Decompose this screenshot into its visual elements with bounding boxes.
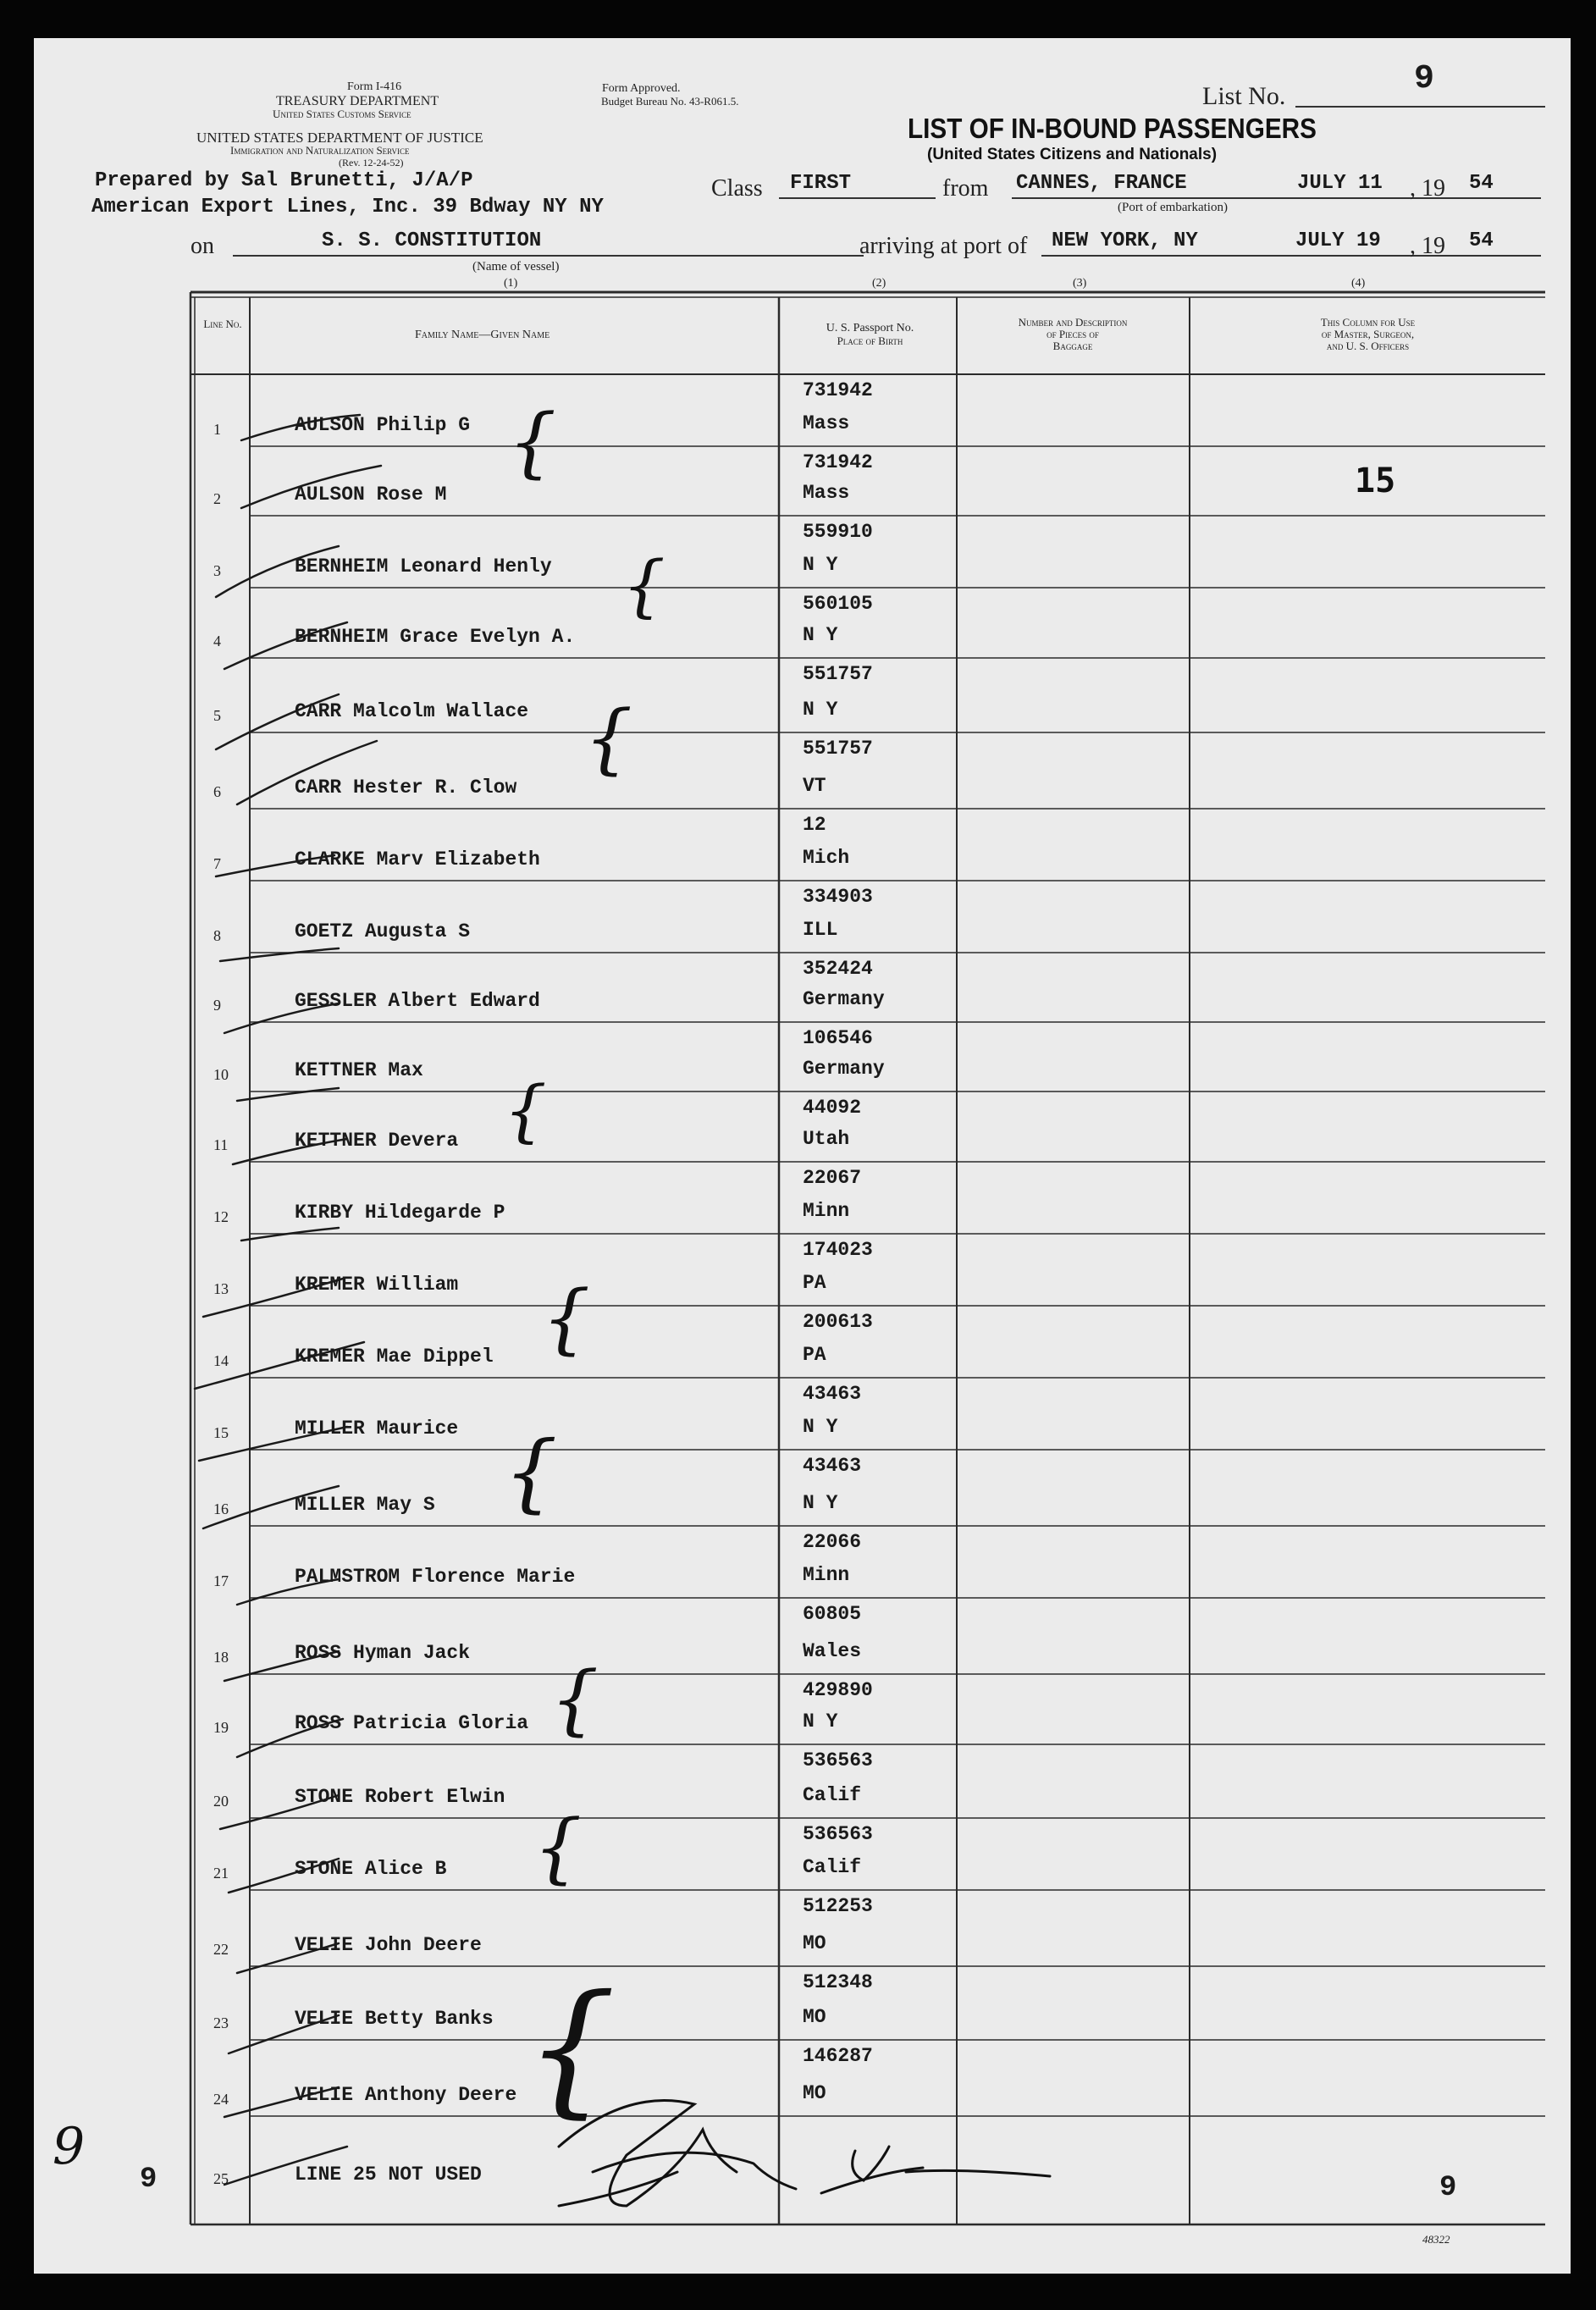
passenger-name: ROSS Patricia Gloria <box>295 1712 529 1734</box>
passport-number: 512348 <box>803 1971 873 1993</box>
row-line-number: 9 <box>213 997 221 1014</box>
row-line-number: 8 <box>213 927 221 944</box>
row-line-number: 25 <box>213 2170 229 2187</box>
passenger-name: VELIE John Deere <box>295 1934 482 1956</box>
header-officers-1: This Column for Use <box>1320 316 1416 329</box>
passport-number: 536563 <box>803 1823 873 1845</box>
passport-number: 43463 <box>803 1383 862 1405</box>
passport-number: 551757 <box>803 738 873 760</box>
year-prefix-1: , 19 <box>1410 175 1445 202</box>
passenger-name: AULSON Rose M <box>295 484 447 506</box>
header-baggage-2: of Pieces of <box>1047 328 1099 340</box>
arriving-label: arriving at port of <box>859 233 1028 259</box>
passenger-name: AULSON Philip G <box>295 414 471 436</box>
passenger-name: VELIE Anthony Deere <box>295 2084 517 2106</box>
passport-number: 12 <box>803 814 826 836</box>
passenger-name: KETTNER Devera <box>295 1130 459 1152</box>
vessel-name: S. S. CONSTITUTION <box>322 229 542 252</box>
customs-label: United States Customs Service <box>273 108 411 120</box>
row-line-number: 16 <box>213 1500 229 1517</box>
company-line: American Export Lines, Inc. 39 Bdway NY NY <box>91 196 604 218</box>
passenger-name: KETTNER Max <box>295 1059 423 1081</box>
immigration-label: Immigration and Naturalization Service <box>230 144 410 157</box>
place-of-birth: ILL <box>803 919 838 941</box>
row-line-number: 23 <box>213 2014 229 2031</box>
passport-number: 44092 <box>803 1097 862 1119</box>
arrival-year: 54 <box>1469 229 1494 252</box>
vessel-caption: (Name of vessel) <box>472 260 560 274</box>
row-line-number: 24 <box>213 2091 229 2108</box>
on-label: on <box>191 233 214 259</box>
row-line-number: 15 <box>213 1424 229 1441</box>
passport-number: 352424 <box>803 958 873 980</box>
family-bracket: { <box>533 1804 583 1893</box>
year-prefix-2: , 19 <box>1410 233 1445 259</box>
row-line-number: 14 <box>213 1352 229 1369</box>
row-line-number: 1 <box>213 421 221 438</box>
row-line-number: 6 <box>213 783 221 800</box>
prepared-by: Prepared by Sal Brunetti, J/A/P <box>95 169 473 192</box>
passenger-name: MILLER Maurice <box>295 1418 459 1440</box>
place-of-birth: Calif <box>803 1784 862 1806</box>
form-number: Form I-416 <box>347 80 402 93</box>
column-number-4: (4) <box>1351 277 1366 290</box>
passenger-name: STONE Robert Elwin <box>295 1786 505 1808</box>
passport-number: 43463 <box>803 1455 862 1477</box>
place-of-birth: N Y <box>803 554 838 576</box>
budget-bureau: Budget Bureau No. 43-R061.5. <box>601 95 739 108</box>
arrival-port: NEW YORK, NY <box>1052 229 1198 252</box>
margin-stamp: 9 <box>140 2164 157 2196</box>
column-number-2: (2) <box>872 277 886 290</box>
family-bracket: { <box>504 1423 558 1522</box>
passport-number: 334903 <box>803 886 873 908</box>
from-value: CANNES, FRANCE <box>1016 172 1187 195</box>
header-officers-2: of Master, Surgeon, <box>1321 328 1415 340</box>
row-line-number: 13 <box>213 1280 229 1297</box>
header-birthplace: Place of Birth <box>837 334 903 347</box>
column-number-1: (1) <box>504 277 518 290</box>
place-of-birth: MO <box>803 2006 826 2028</box>
place-of-birth: VT <box>803 775 826 797</box>
passenger-name: CLARKE Marv Elizabeth <box>295 848 540 870</box>
justice-label: UNITED STATES DEPARTMENT OF JUSTICE <box>196 130 483 146</box>
arrival-date: JULY 19 <box>1295 229 1381 252</box>
passport-number: 429890 <box>803 1679 873 1701</box>
passport-number: 200613 <box>803 1311 873 1333</box>
row-line-number: 18 <box>213 1649 229 1666</box>
passport-number: 559910 <box>803 521 873 543</box>
place-of-birth: Wales <box>803 1640 862 1662</box>
check-marks <box>34 38 1571 2274</box>
from-label: from <box>942 175 989 202</box>
passport-number: 22067 <box>803 1167 862 1189</box>
row-line-number: 19 <box>213 1719 229 1736</box>
place-of-birth: MO <box>803 1932 826 1954</box>
passenger-name: PALMSTROM Florence Marie <box>295 1566 576 1588</box>
header-family-name: Family Name—Given Name <box>415 329 550 341</box>
place-of-birth: N Y <box>803 1710 838 1732</box>
place-of-birth: Calif <box>803 1856 862 1878</box>
departure-year: 54 <box>1469 172 1494 195</box>
revision-label: (Rev. 12-24-52) <box>339 157 404 169</box>
treasury-label: TREASURY DEPARTMENT <box>276 94 439 108</box>
passport-number: 536563 <box>803 1749 873 1771</box>
place-of-birth: Minn <box>803 1564 850 1586</box>
row-line-number: 10 <box>213 1066 229 1083</box>
place-of-birth: Mich <box>803 847 850 869</box>
place-of-birth: Mass <box>803 412 850 434</box>
footer-code: 48322 <box>1422 2233 1450 2246</box>
column-number-3: (3) <box>1073 277 1087 290</box>
row-line-number: 5 <box>213 707 221 724</box>
passport-number: 146287 <box>803 2045 873 2067</box>
passport-number: 731942 <box>803 451 873 473</box>
header-line-no: Line No. <box>203 318 242 330</box>
passenger-name: GESSLER Albert Edward <box>295 990 540 1012</box>
passport-number: 512253 <box>803 1895 873 1917</box>
passport-number: 174023 <box>803 1239 873 1261</box>
page-stamp: 9 <box>1439 2172 1457 2204</box>
row-line-number: 7 <box>213 855 221 872</box>
margin-number: 9 <box>52 2117 86 2176</box>
passenger-name: KREMER Mae Dippel <box>295 1346 494 1368</box>
row-line-number: 2 <box>213 490 221 507</box>
family-bracket: { <box>504 1071 547 1150</box>
passenger-name: KREMER William <box>295 1274 459 1296</box>
place-of-birth: N Y <box>803 624 838 646</box>
place-of-birth: PA <box>803 1272 826 1294</box>
place-of-birth: Utah <box>803 1128 850 1150</box>
place-of-birth: Mass <box>803 482 850 504</box>
document-title: LIST OF IN-BOUND PASSENGERS <box>908 113 1317 144</box>
passenger-name: CARR Malcolm Wallace <box>295 700 529 722</box>
family-bracket: { <box>542 1274 591 1363</box>
passport-number: 22066 <box>803 1531 862 1553</box>
family-bracket: { <box>550 1655 599 1744</box>
family-bracket: { <box>525 1965 617 2132</box>
row-line-number: 20 <box>213 1793 229 1810</box>
passenger-name: GOETZ Augusta S <box>295 920 471 942</box>
list-no-value: 9 <box>1414 60 1435 98</box>
passenger-name: STONE Alice B <box>295 1858 447 1880</box>
passport-number: 106546 <box>803 1027 873 1049</box>
row-line-number: 4 <box>213 633 221 649</box>
document-subtitle: (United States Citizens and Nationals) <box>927 146 1218 163</box>
row-line-number: 3 <box>213 562 221 579</box>
list-no-label: List No. <box>1202 82 1286 110</box>
embarkation-caption: (Port of embarkation) <box>1118 201 1228 214</box>
row-line-number: 17 <box>213 1572 229 1589</box>
count-written: 15 <box>1355 461 1396 500</box>
header-officers-3: and U. S. Officers <box>1326 340 1410 352</box>
place-of-birth: N Y <box>803 1492 838 1514</box>
passenger-name: MILLER May S <box>295 1494 435 1516</box>
passport-number: 560105 <box>803 593 873 615</box>
class-label: Class <box>711 175 763 202</box>
place-of-birth: N Y <box>803 699 838 721</box>
passport-number: 551757 <box>803 663 873 685</box>
header-baggage-3: Baggage <box>1052 340 1093 352</box>
passenger-name: BERNHEIM Leonard Henly <box>295 555 552 578</box>
manifest-sheet <box>34 38 1571 2274</box>
passport-number: 60805 <box>803 1603 862 1625</box>
place-of-birth: N Y <box>803 1416 838 1438</box>
place-of-birth: PA <box>803 1344 826 1366</box>
passport-number: 731942 <box>803 379 873 401</box>
family-bracket: { <box>508 398 557 487</box>
row-line-number: 12 <box>213 1208 229 1225</box>
passenger-name: ROSS Hyman Jack <box>295 1642 471 1664</box>
place-of-birth: Minn <box>803 1200 850 1222</box>
place-of-birth: Germany <box>803 988 885 1010</box>
place-of-birth: MO <box>803 2082 826 2104</box>
header-passport: U. S. Passport No. <box>826 322 914 334</box>
header-baggage-1: Number and Description <box>1018 316 1128 329</box>
departure-date: JULY 11 <box>1297 172 1383 195</box>
passenger-name: LINE 25 NOT USED <box>295 2164 482 2186</box>
row-line-number: 11 <box>213 1136 229 1153</box>
passenger-name: VELIE Betty Banks <box>295 2008 494 2030</box>
row-line-number: 21 <box>213 1865 229 1882</box>
passenger-name: BERNHEIM Grace Evelyn A. <box>295 626 576 648</box>
family-bracket: { <box>584 694 633 783</box>
passenger-name: KIRBY Hildegarde P <box>295 1202 505 1224</box>
family-bracket: { <box>622 546 665 625</box>
place-of-birth: Germany <box>803 1058 885 1080</box>
row-line-number: 22 <box>213 1941 229 1958</box>
form-approved: Form Approved. <box>602 82 681 95</box>
passenger-name: CARR Hester R. Clow <box>295 776 517 799</box>
class-value: FIRST <box>790 172 852 195</box>
